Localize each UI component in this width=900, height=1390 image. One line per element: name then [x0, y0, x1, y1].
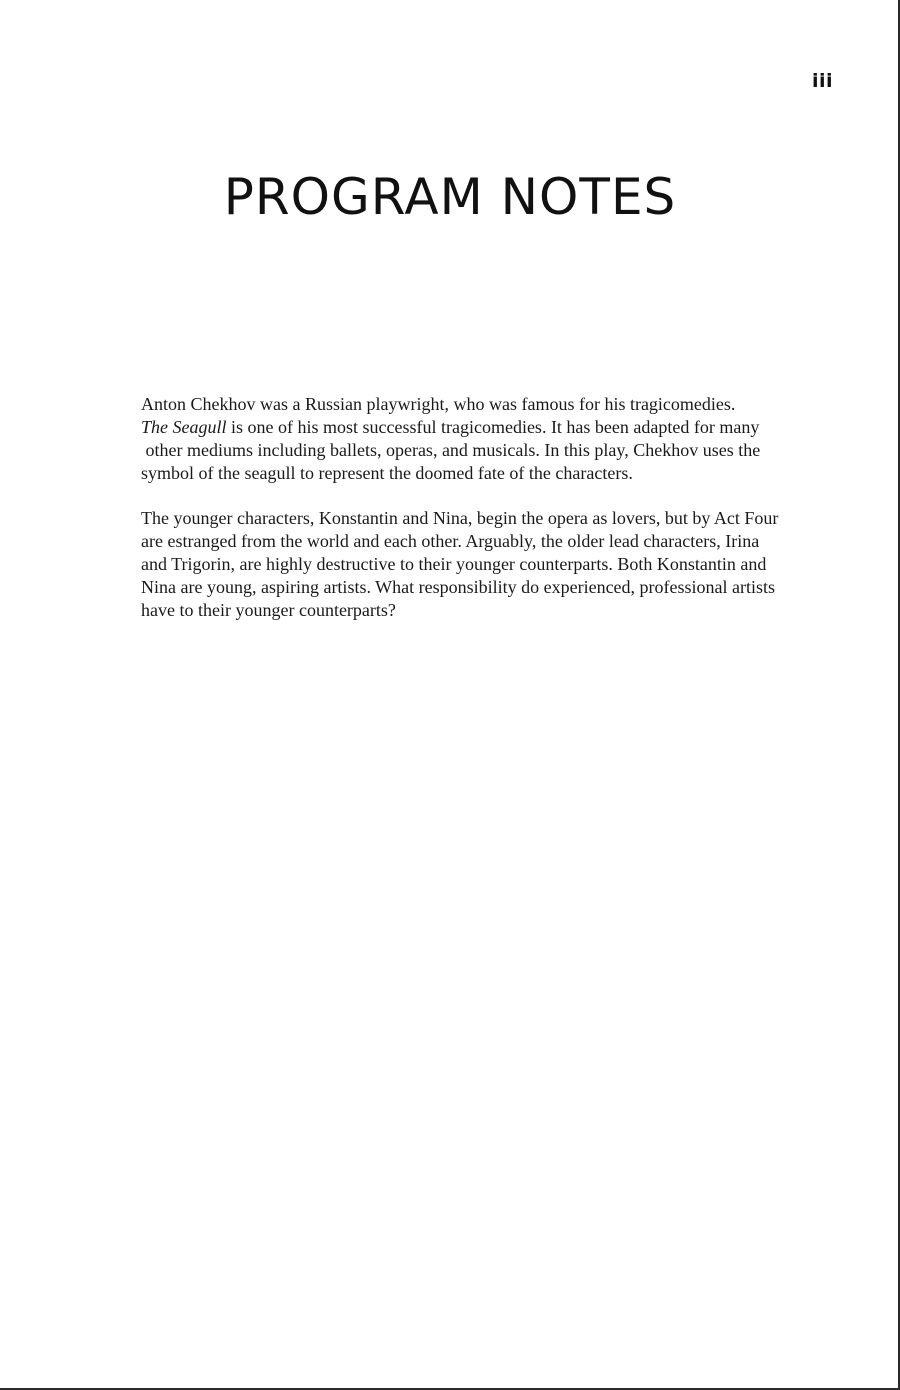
text-line: Anton Chekhov was a Russian playwright, who was famous for his tragicomedies. — [141, 394, 736, 414]
paragraph-intro — [141, 393, 861, 485]
text-line: other mediums including ballets, operas, and musicals. In this play, Chekhov uses the — [141, 440, 761, 460]
text-line: The younger characters, Konstantin and Nina, begin the opera as lovers, but by Act Four — [141, 508, 779, 528]
text-line: have to their younger counterparts? — [141, 600, 396, 620]
text-line-rest: is one of his most successful tragicomedies. It has been adapted for many — [226, 417, 760, 437]
text-line: symbol of the seagull to represent the doomed fate of the characters. — [141, 463, 633, 483]
paragraph-characters — [141, 507, 861, 622]
text-line: and Trigorin, are highly destructive to their younger counterparts. Both Konstantin and — [141, 554, 767, 574]
text-line — [141, 416, 861, 439]
text-line: Nina are young, aspiring artists. What responsibility do experienced, professional artists — [141, 577, 776, 597]
page-title: PROGRAM NOTES — [223, 168, 677, 226]
page-number: iii — [812, 70, 834, 92]
program-notes-body — [141, 393, 861, 644]
text-line: are estranged from the world and each other. Arguably, the older lead characters, Irina — [141, 531, 760, 551]
play-title-italic: The Seagull — [141, 417, 227, 437]
